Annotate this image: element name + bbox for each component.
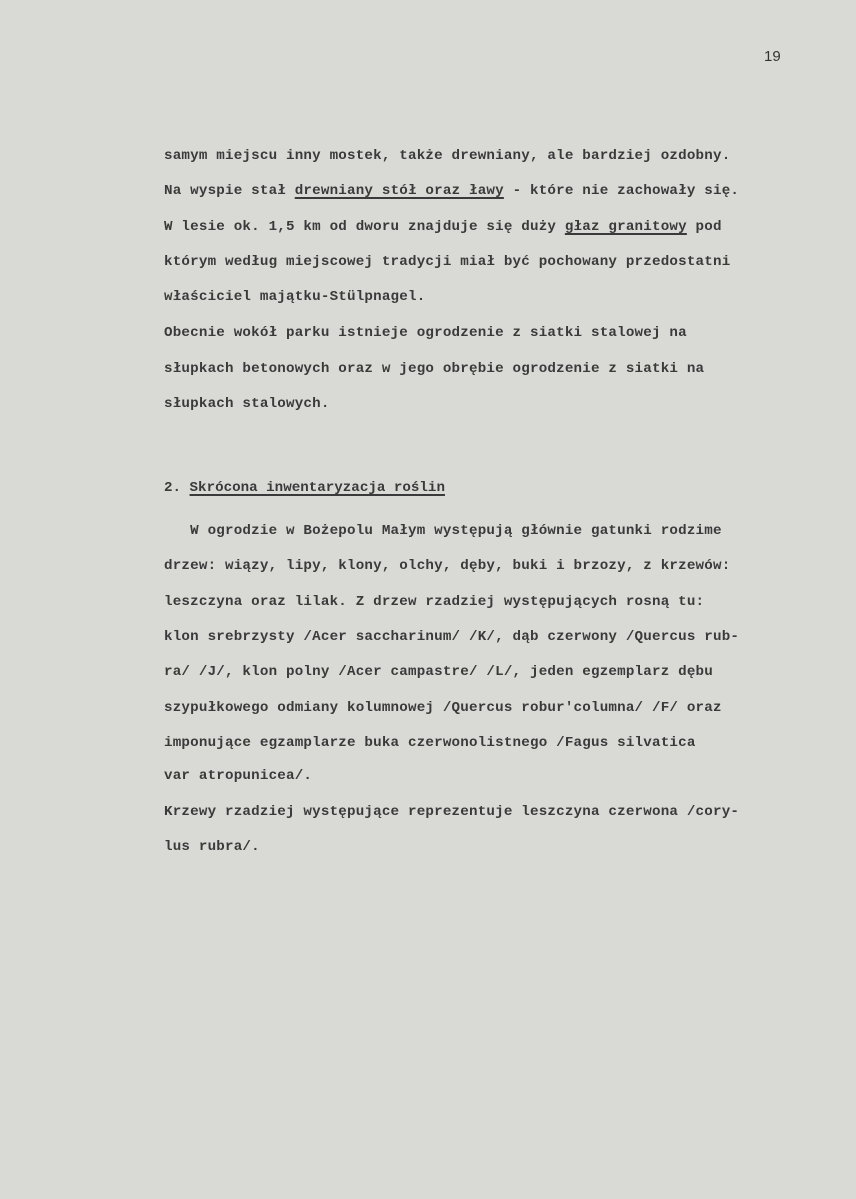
text-line: ra/ /J/, klon polny /Acer campastre/ /L/, jeden egzemplarz dębu (164, 664, 713, 680)
text-segment: pod (686, 219, 722, 235)
underlined-text: głaz granitowy (564, 219, 687, 235)
text-line: var atropunicea/. (164, 768, 313, 784)
text-line (164, 183, 739, 199)
text-line: którym według miejscowej tradycji miał być pochowany przedostatni (164, 254, 731, 270)
text-line: leszczyna oraz lilak. Z drzew rzadziej występujących rosną tu: (164, 594, 705, 610)
section-number: 2. (164, 480, 190, 496)
text-segment: W lesie ok. 1,5 km od dworu znajduje się duży (164, 219, 565, 235)
section-title: Skrócona inwentaryzacja roślin (189, 480, 445, 496)
text-line: właściciel majątku-Stülpnagel. (164, 289, 426, 305)
underlined-text: drewniany stół oraz ławy (294, 183, 504, 199)
text-line (164, 219, 722, 235)
text-line: drzew: wiązy, lipy, klony, olchy, dęby, buki i brzozy, z krzewów: (164, 558, 731, 574)
text-line: klon srebrzysty /Acer saccharinum/ /K/, dąb czerwony /Quercus rub- (164, 629, 740, 645)
text-line: lus rubra/. (164, 839, 260, 855)
text-segment: Na wyspie stał (164, 183, 295, 199)
page-number: 19 (764, 48, 781, 65)
text-line: imponujące egzamplarze buka czerwonolistnego /Fagus silvatica (164, 735, 696, 751)
text-segment: - które nie zachowały się. (503, 183, 740, 199)
text-line: szypułkowego odmiany kolumnowej /Quercus robur'columna/ /F/ oraz (164, 700, 722, 716)
text-line: Krzewy rzadziej występujące reprezentuje leszczyna czerwona /cory- (164, 804, 740, 820)
text-line: W ogrodzie w Bożepolu Małym występują głównie gatunki rodzime (164, 523, 722, 539)
text-line: Obecnie wokół parku istnieje ogrodzenie z siatki stalowej na (164, 325, 687, 341)
text-line: słupkach stalowych. (164, 396, 330, 412)
text-line: samym miejscu inny mostek, także drewniany, ale bardziej ozdobny. (164, 148, 731, 164)
text-line: słupkach betonowych oraz w jego obrębie ogrodzenie z siatki na (164, 361, 705, 377)
section-heading (164, 480, 445, 496)
